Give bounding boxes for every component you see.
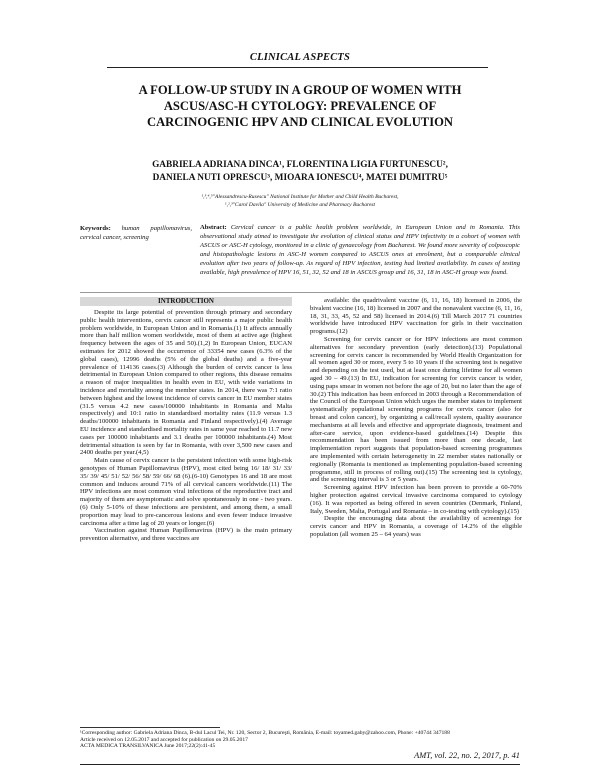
body-paragraph: Vaccination against Human Papillomavirus (HPV) is the main primary prevention alternative, and three vaccines are <box>80 527 292 543</box>
body-paragraph: Main cause of cervix cancer is the persistent infection with some high-risk genotypes of Human Papillomavirus (HPV), most cited being 16/ 18/ 31/ 33/ 35/ 39/ 45/ 51/ 52/ 56/ 58/ 59/ 66/ 68 (6).(6-10) Genotypes 16 and 18 are most common and induces around 71% of all cervical cancers worldwide.(11) The HPV infections are most common viral infections of the reproductive tract and majority of them are asymptomatic and solve spontaneously in one - two years.(6) Only 5-10% of these infections are persistent, and among them, a small proportion may lead to pre-cancerous lesions and even fewer induce invasive carcinoma after a time lag of 20 years or longer.(6) <box>80 457 292 527</box>
author-line: GABRIELA ADRIANA DINCA¹, FLORENTINA LIGIA FURTUNESCU², <box>152 160 448 170</box>
footnotes <box>80 730 520 750</box>
abstract-block <box>200 224 520 277</box>
keywords-block <box>80 224 192 242</box>
footnote-rule <box>80 727 220 728</box>
keywords-label: Keywords: <box>80 225 111 232</box>
section-label: CLINICAL ASPECTS <box>249 52 351 63</box>
author-line: DANIELA NUTI OPRESCU³, MIOARA IONESCU⁴, MATEI DUMITRU⁵ <box>152 173 448 183</box>
abstract-label: Abstract: <box>200 224 227 231</box>
introduction-heading: INTRODUCTION <box>80 297 292 306</box>
body-paragraph: available: the quadrivalent vaccine (6, 11, 16, 18) licensed in 2006, the bivalent vaccine (16, 18) licensed in 2007 and the nonavalent vaccine (6, 11, 16, 18, 31, 33, 45, 52 and 58) licensed in 2014.(6) Till March 2017 71 countries worldwide have introduced HPV vaccination for girls in their vaccination programs.(12) <box>310 297 522 336</box>
journal-footer: AMT, vol. 22, no. 2, 2017, p. 41 <box>414 751 520 760</box>
author-list <box>80 159 520 185</box>
keywords-text: human papillomavirus, cervical cancer, screening <box>80 225 192 241</box>
left-column <box>80 297 292 543</box>
corresponding-author-note: ¹Corresponding author: Gabriela Adriana Dinca, B-dul Lacul Tei, Nr. 120, Sector 2, Bucureşti, România, E-mail: toyamed.gaby@zahoo.com, Phone: +40744 347188 <box>80 730 450 736</box>
abstract-text: Cervical cancer is a public health problem worldwide, in European Union and in Romania. This observational study aimed to investigate the evolution of clinical status and HPV infectivity in a cohort of women with ASCUS or ASC-H cytology, monitored in a clinic of gynaecology from Bucharest. We found more severity of colposcopic and histopathologic lesions in ASC-H women compared to ASCUS ones at enrolment, but a comparable clinical evolution after two years of follow-up. As regard of HPV infection, testing had limited availability. In cases of testing available, high prevalence of HPV 16, 51, 32, 52 and 18 in ASCUS group and 16, 31, 18 in ASC-H group was found. <box>200 224 520 276</box>
body-paragraph: Despite its large potential of prevention through primary and secondary public health interventions, cervix cancer still represents a major public health problem worldwide, in European Union and in Romania.(1) It affects annually more than half million women worldwide, most of them at active age (highest frequency between the ages of 35 and 50).(1,2) In European Union, EUCAN estimates for 2012 showed the occurrence of 33354 new cases (6.3% of the global cases), 12996 deaths (5% of the global deaths) and a five-year prevalence of 114136 cases.(3) Although the burden of cervix cancer is less detrimental in European Union compared to other regions, this disease remains a reason of major inequalities in health even in EU, with wide variations in incidence and mortality among the member states. In 2014, there was 7:1 ratio between highest and the lowest incidence of cervix cancer in EU member states (31.5 versus 4.2 new cases/100000 inhabitants in Romania and Malta respectively) and 10:1 ratio in standardised mortality rates (11.9 versus 1.3 deaths/100000 inhabitants in Romania and Finland respectively).(4) Average EU incidence and standardised mortality rates in same year reached to 11.7 new cases per 100000 inhabitants and 3.1 deaths per 100000 inhabitants.(4) Most detrimental situation is seen by far in Romania, with over 3,500 new cases and 2400 deaths per year.(4,5) <box>80 309 292 457</box>
title-line: ASCUS/ASC-H CYTOLOGY: PREVALENCE OF <box>163 99 437 113</box>
body-paragraph: Screening against HPV infection has been proven to provide a 60-70% higher protection against cervical invasive carcinoma compared to cytology (16). It was reported as being offered in seven countries (Denmark, Finland, Italy, Sweden, Malta, Portugal and Romania – in co-testing with cytology).(15) <box>310 484 522 515</box>
body-paragraph: Screening for cervix cancer or for HPV infections are most common alternatives for secondary prevention (early detection).(13) Populational screening for cervix cancer is recommended by World Health Organization for all women aged 30 or more, every 5 to 10 years if the screening test is negative and depending on the test used, but at least once during lifetime for all women aged 30 – 49.(13) In EU, indication for screening for cervix cancer is wider, using paps smear in women not before the age of 20, but no later than the age of 30.(2) This indication has been enforced in 2003 through a Recommendation of the Council of the European Union which urges the member states to implement systematically populational screening programs for cervix cancer (also for breast and colon cancer), by organizing a call/recall system, quality assurance mechanisms at all levels and effective and appropriate diagnosis, treatment and after-care service, upon evidence-based guidelines.(14) Despite this recommendation has been issued from more than one decade, last implementation report suggests that population-based screening programmes are implemented with certain heterogeneity in 22 member states nationally or regionally (Romania is mentioned as implementing population-based screening programme, still in process of rolling out).(15) The screening test is cytology, and the screening interval is 3 or 5 years. <box>310 335 522 484</box>
title-line: CARCINOGENIC HPV AND CLINICAL EVOLUTION <box>146 115 453 129</box>
affiliations <box>80 194 520 209</box>
body-paragraph: Despite the encouraging data about the availability of screenings for cervix cancer and HPV in Romania, a coverage of 14.2% of the eligible population (all women 25 – 64 years) was <box>310 515 522 538</box>
header-rule <box>107 67 488 68</box>
journal-citation-note: ACTA MEDICA TRANSILVANICA June 2017;22(2):41-45 <box>80 743 216 750</box>
article-title <box>90 82 510 130</box>
title-line: A FOLLOW-UP STUDY IN A GROUP OF WOMEN WITH <box>138 83 462 97</box>
article-dates-note: Article received on 12.05.2017 and accepted for publication on 29.05.2017 <box>80 736 248 743</box>
abstract-divider <box>80 292 520 293</box>
affiliation-line: ¹,³,⁴,⁵"Alessandrescu-Rusescu" National Institute for Mother and Child Health Bucharest, <box>201 194 399 200</box>
affiliation-line: ¹,²,³"Carol Davila" University of Medicine and Pharmacy Bucharest <box>224 201 376 208</box>
right-column <box>310 297 522 539</box>
footer-rule <box>80 764 520 765</box>
